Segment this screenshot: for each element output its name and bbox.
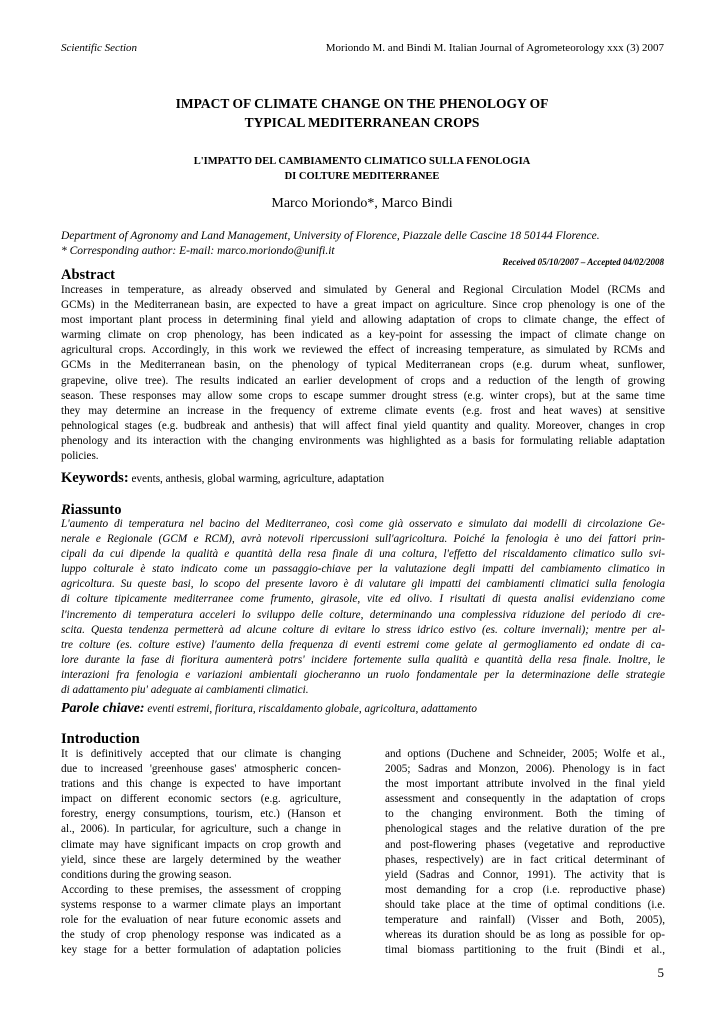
intro-line: the most important attribute involved in the final yield <box>385 778 665 791</box>
intro-line: phenological stages and the relative duration of the pre <box>385 823 665 836</box>
riassunto-line: interazioni fra fenologia e variazioni ambientali giocheranno un ruolo fondamentale per la determinazione delle strategie <box>61 668 665 681</box>
intro-line: role for the evaluation of near future economic assets and <box>61 914 341 927</box>
intro-line: whereas its duration should be as long as possible for op- <box>385 929 665 942</box>
introduction-right-column <box>385 747 665 958</box>
intro-line: forestry, energy consumptions, tourism, etc.) (Hanson et <box>61 808 341 821</box>
intro-line: and options (Duchene and Schneider, 2005; Wolfe et al., <box>385 748 665 760</box>
paper-title <box>60 94 664 132</box>
subtitle-line: DI COLTURE MEDITERRANEE <box>284 171 440 182</box>
intro-line: phases, respectively) are in fact critical determinant of <box>385 853 665 866</box>
intro-line: According to these premises, the assessment of cropping <box>61 883 341 896</box>
page-number: 5 <box>657 965 664 980</box>
abstract-line: most important plant process in determining final yield and allowing adaptation of crops to climate change, the effect of <box>61 314 665 327</box>
running-header-left: Scientific Section <box>61 42 138 54</box>
intro-line: trations and this change is expected to have important <box>61 778 341 791</box>
abstract-line: GCMs in the Mediterranean basin, on the phenology of typical Mediterranean crops (e.g. durum wheat, sunflower, <box>61 359 665 372</box>
keywords <box>61 470 384 487</box>
parole-chiave <box>61 701 477 717</box>
riassunto-line: scita. Questa tendenza permetterà ad alcune colture di evitare lo stress idrico estivo (es. colture invernali); mentre per al- <box>61 623 665 636</box>
received-accepted-dates: Received 05/10/2007 – Accepted 04/02/2008 <box>502 257 664 267</box>
intro-line: due to increased 'greenhouse gases' atmospheric concen- <box>61 763 341 776</box>
intro-line: yield (Sadras and Connor, 1991). The activity that is <box>385 868 665 881</box>
riassunto-line: lore durante la fase di fioritura aumenterà potrs' incidere fortemente sulla qualità e quantità della resa finale. Inoltre, le <box>61 653 665 666</box>
abstract-line: season. These responses may allow some crops to escape summer drought stress (e.g. winter crops), but at the same time <box>61 389 665 402</box>
corresponding-author: * Corresponding author: E-mail: marco.moriondo@unifi.it <box>61 245 335 257</box>
intro-line: conditions during the growing season. <box>61 868 232 881</box>
intro-line: yield, since these are largely determined by the weather <box>61 853 341 866</box>
keywords-text: events, anthesis, global warming, agriculture, adaptation <box>128 473 385 485</box>
introduction-left-column <box>61 747 341 958</box>
abstract-heading: Abstract <box>61 267 115 283</box>
title-line: TYPICAL MEDITERRANEAN CROPS <box>244 115 480 130</box>
abstract-line: GCMs) in the Mediterranean basin, are expected to have a great impact on agriculture. Since crop phenology is one of the <box>61 299 665 312</box>
intro-line: 2005; Sadras and Monzon, 2006). Phenology is in fact <box>385 763 665 776</box>
abstract-line: warming climate on crop phenology, has been indicated as a key-point for assessing the impact of climate change on <box>61 329 665 342</box>
intro-line: It is definitively accepted that our climate is changing <box>61 748 341 760</box>
riassunto-line: agricoltura. Su queste basi, lo scopo del presente lavoro è di valutare gli impatti dei cambiamenti climatici sulla fenologia <box>61 578 665 591</box>
intro-line: and post-flowering phases (vegetative and reproductive <box>385 838 665 851</box>
intro-line: assessment and consequently in the adaptation of crops <box>385 793 665 806</box>
abstract-line: Increases in temperature, as already observed and simulated by General and Regional Circulation Model (RCMs and <box>61 284 665 296</box>
riassunto-line: luppo colturale è stato indicato come un passaggio-chiave per la valutazione degli impatti del cambiamento climatico in <box>61 563 665 576</box>
affiliation-line: Department of Agronomy and Land Management, University of Florence, Piazzale delle Cascine 18 50144 Florence. <box>61 230 600 242</box>
running-header-right: Moriondo M. and Bindi M. Italian Journal of Agrometeorology xxx (3) 2007 <box>325 42 664 54</box>
paper-subtitle <box>60 154 664 184</box>
riassunto-heading-initial: R <box>61 502 71 518</box>
riassunto-line: l'incremento di temperatura acceleri lo sviluppo delle colture, determinando una complessiva riduzione del periodo di cre- <box>61 608 665 621</box>
intro-line: most demanding for a crop (i.e. reproductive phase) <box>385 883 665 896</box>
authors: Marco Moriondo*, Marco Bindi <box>271 196 453 211</box>
parole-chiave-text: eventi estremi, fioritura, riscaldamento globale, agricoltura, adattamento <box>144 703 477 715</box>
subtitle-line: L'IMPATTO DEL CAMBIAMENTO CLIMATICO SULLA FENOLOGIA <box>193 156 531 167</box>
introduction-heading: Introduction <box>61 731 140 747</box>
intro-line: should take place at the time of optimal conditions (i.e. <box>385 898 665 911</box>
abstract-line: pehnological stages (e.g. budbreak and anthesis) that will affect final yield quantity and quality. Moreover, changes in crop <box>61 419 665 432</box>
abstract-line: grapevine, olive tree). The results indicated an earlier development of crops and a reduction of the length of growing <box>61 374 665 387</box>
abstract-body <box>61 283 665 464</box>
abstract-line: agricultural crops. Accordingly, in this work we reviewed the effect of increasing temperature, as simulated by RCMs and <box>61 344 665 357</box>
intro-line: climate may have significant impacts on crop growth and <box>61 838 341 851</box>
intro-line: the study of crop phenology response was indicated as a <box>61 929 341 942</box>
keywords-label: Keywords: <box>61 470 129 486</box>
intro-line: temperature and rainfall) (Visser and Both, 2005), <box>385 914 665 927</box>
intro-line: systems response to a warmer climate plays an important <box>61 898 341 911</box>
title-line: IMPACT OF CLIMATE CHANGE ON THE PHENOLOGY OF <box>175 96 549 111</box>
affiliation <box>61 229 665 259</box>
riassunto-heading-rest: iassunto <box>70 502 122 518</box>
riassunto-body <box>61 517 665 698</box>
abstract-line: they may determine an increase in the frequency of extreme climate events (e.g. frost and heat waves) at sensitive <box>61 404 665 417</box>
intro-line: timal biomass partitioning to the fruit (Bindi et al., <box>385 944 665 957</box>
abstract-line: phenology and its interaction with the changing environments was highlighted as a basis for formulating reliable adaptation <box>61 434 665 447</box>
riassunto-line: tre colture (es. colture estive) l'aumento della frequenza di eventi estremi come gelate al germogliamento ed ondate di ca- <box>61 638 665 651</box>
riassunto-line: nerale e Regionale (GCM e RCM), avrà notevoli ripercussioni sull'agricoltura. Poiché la fenologia è uno dei fattori prin- <box>61 533 665 546</box>
riassunto-line: di adattamento piu' adeguate ai cambiamenti climatici. <box>61 684 309 697</box>
riassunto-line: L'aumento di temperatura nel bacino del Mediterraneo, così come già osservato e simulato dai modelli di circolazione Ge- <box>61 518 665 530</box>
riassunto-line: cipali da cui dipende la qualità e quantità della resa finale di una coltura, l'effetto del riscaldamento climatico sullo svi- <box>61 548 665 561</box>
intro-line: al., 2006). In particular, for agriculture, such a change in <box>61 823 341 836</box>
intro-line: to the changing environment. Both the timing of <box>385 808 665 821</box>
intro-line: key stage for a better formulation of adaptation policies <box>61 944 341 957</box>
abstract-line: policies. <box>61 450 99 463</box>
riassunto-line: di colture tipicamente mediterranee come frumento, girasole, vite ed olivo. I risultati di questa analisi evidenziano come <box>61 593 665 606</box>
parole-chiave-label: Parole chiave: <box>61 701 145 716</box>
intro-line: impact on different economic sectors (e.g. agriculture, <box>61 793 341 806</box>
